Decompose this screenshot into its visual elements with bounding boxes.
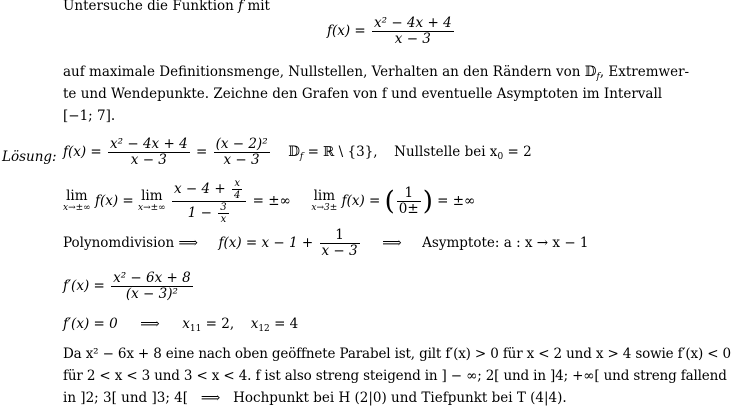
task-line-1-end: , Extremwer- xyxy=(599,64,690,80)
l5-arrow: ⟹ xyxy=(140,316,160,332)
l2-lim3-f: f(x) = xyxy=(341,193,381,209)
def-numerator: x² − 4x + 4 xyxy=(374,15,452,31)
l2-paren-open: ( xyxy=(384,186,395,217)
solution-line-5 xyxy=(63,316,298,332)
l1-frac2-num: (x − 2)² xyxy=(215,136,268,152)
paragraph-line-3: in ]2; 3[ und ]3; 4[ ⟹ Hochpunkt bei H (2|0) und Tiefpunkt bei T (4|4). xyxy=(63,390,567,406)
l2-paren-close: ) xyxy=(422,186,433,217)
def-denominator: x − 3 xyxy=(394,31,431,47)
l5-x12-sub: 12 xyxy=(258,324,270,334)
l1-domain-rhs: = ℝ \ {3}, xyxy=(307,144,378,160)
l2-result-2: = ±∞ xyxy=(437,193,476,209)
l2-lim2-word: lim xyxy=(141,187,163,204)
l5-x12-value: = 4 xyxy=(274,316,299,332)
l2-limit-2 xyxy=(138,187,166,214)
l1-zero-text: Nullstelle bei x xyxy=(394,144,498,160)
l3-fraction xyxy=(320,228,360,259)
l2-den-small-num: 3 xyxy=(220,202,227,213)
solution-line-3 xyxy=(63,228,589,259)
l2-lim1-sub: x→±∞ xyxy=(63,202,91,213)
l3-text: Polynomdivision xyxy=(63,235,175,251)
l1-zero-value: = 2 xyxy=(507,144,532,160)
l1-fraction-2 xyxy=(214,137,270,168)
l2-result-1: = ±∞ xyxy=(252,193,291,209)
def-fraction xyxy=(372,16,454,47)
l5-x11: x xyxy=(182,316,190,332)
task-line-1 xyxy=(63,64,689,80)
l1-domain-sub: f xyxy=(299,152,304,162)
l2-num-small-den: 4 xyxy=(233,190,241,201)
task-line-3: [−1; 7]. xyxy=(63,108,116,124)
l2-num-small-frac xyxy=(232,178,242,201)
solution-line-4 xyxy=(63,271,195,302)
l1-frac2-den: x − 3 xyxy=(223,152,260,168)
l3-frac-num: 1 xyxy=(320,228,360,244)
l2-lim1-f: f(x) = xyxy=(94,193,134,209)
l2-lim3-sub: x→3± xyxy=(311,202,338,213)
intro-func-letter: f xyxy=(238,0,244,14)
l3-frac-den: x − 3 xyxy=(321,243,358,259)
l2-num-small-num: x xyxy=(232,178,242,190)
l1-frac1-num: x² − 4x + 4 xyxy=(110,136,188,152)
l2-den-a: 1 − xyxy=(187,205,212,221)
l2-den-small-den: x xyxy=(220,214,227,225)
l2-lim1-word: lim xyxy=(66,187,88,204)
l3-asymptote: Asymptote: a : x → x − 1 xyxy=(422,235,589,251)
intro-lead xyxy=(63,0,270,14)
l5-x11-value: = 2, xyxy=(205,316,235,332)
task-line-2: te und Wendepunkte. Zeichne den Grafen von f und eventuelle Asymptoten im Intervall xyxy=(63,86,663,102)
l1-fraction-1 xyxy=(108,137,190,168)
l1-equals: = xyxy=(195,144,208,160)
task-line-1-sub: f xyxy=(596,72,600,82)
l4-fraction xyxy=(111,271,193,302)
l2-lim3-word: lim xyxy=(313,187,336,204)
intro-lead-text: Untersuche die Funktion xyxy=(63,0,234,14)
l5-x11-sub: 11 xyxy=(189,324,202,334)
intro-lead-end: mit xyxy=(247,0,270,14)
solution-line-1 xyxy=(63,137,532,168)
l5-lhs: f′(x) = 0 xyxy=(63,316,118,332)
solution-line-2 xyxy=(63,178,475,225)
l2-den-small-frac xyxy=(218,202,228,225)
l3-arrow-1: ⟹ xyxy=(178,235,198,251)
l2-paren-num: 1 xyxy=(397,186,421,202)
solution-label: Lösung: xyxy=(2,149,57,165)
l1-lhs: f(x) = xyxy=(63,144,102,160)
l2-big-num xyxy=(172,178,246,202)
l1-domain-symbol: 𝔻 xyxy=(288,144,300,160)
l2-limit-3 xyxy=(311,187,338,214)
l2-lim2-sub: x→±∞ xyxy=(138,202,166,213)
l1-frac1-den: x − 3 xyxy=(130,152,167,168)
intro-definition xyxy=(327,16,456,47)
task-line-1-text: auf maximale Definitionsmenge, Nullstellen, Verhalten an den Rändern von 𝔻 xyxy=(63,64,597,80)
def-lhs: f(x) = xyxy=(327,23,366,39)
l2-big-fraction xyxy=(172,178,246,225)
paragraph-line-1: Da x² − 6x + 8 eine nach oben geöffnete Parabel ist, gilt f′(x) > 0 für x < 2 und x > 4 sowie f′(x) < 0 xyxy=(63,346,732,362)
l1-zero-sub: 0 xyxy=(497,152,504,162)
l4-lhs: f′(x) = xyxy=(63,278,105,294)
l5-x12: x xyxy=(250,316,259,332)
l3-lhs: f(x) = x − 1 + xyxy=(218,235,314,251)
l2-paren-fraction xyxy=(397,186,421,217)
l4-num: x² − 6x + 8 xyxy=(113,270,191,286)
l4-den: (x − 3)² xyxy=(125,286,178,302)
l2-num-a: x − 4 + xyxy=(173,181,226,197)
paragraph-line-2: für 2 < x < 3 und 3 < x < 4. f ist also streng steigend in ] − ∞; 2[ und in ]4; +∞[ und streng fallend xyxy=(63,368,727,384)
l3-arrow-2: ⟹ xyxy=(382,235,402,251)
l2-limit-1 xyxy=(63,187,91,214)
l2-paren-den: 0± xyxy=(398,201,419,217)
l2-big-den xyxy=(172,202,246,225)
